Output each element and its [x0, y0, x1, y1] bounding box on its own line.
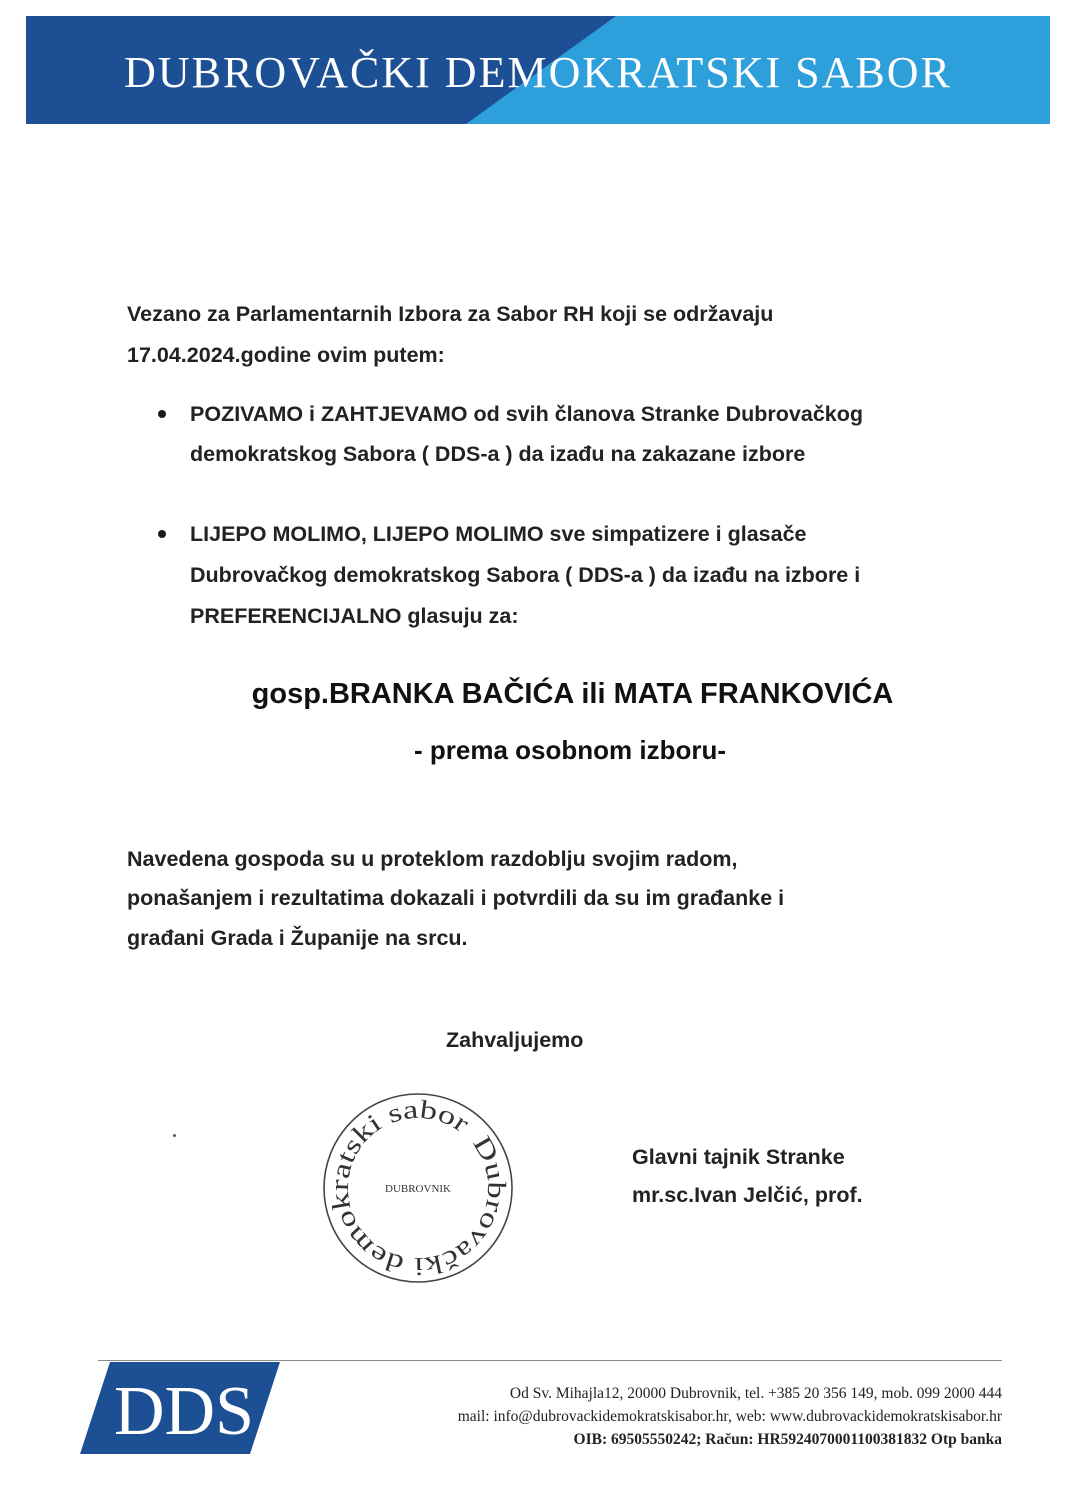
candidate-note: - prema osobnom izboru-: [414, 735, 726, 765]
closing-line-2: ponašanjem i rezultatima dokazali i potvrdili da su im građanke i: [127, 886, 785, 910]
thanks-text: Zahvaljujemo: [446, 1028, 584, 1052]
footer-divider: [98, 1360, 1002, 1361]
footer-mail-web: mail: info@dubrovackidemokratskisabor.hr, web: www.dubrovackidemokratskisabor.hr: [457, 1408, 1002, 1425]
signature-name: mr.sc.Ivan Jelčić, prof.: [632, 1183, 863, 1207]
intro-line-1: Vezano za Parlamentarnih Izbora za Sabor RH koji se održavaju: [127, 302, 774, 326]
dds-logo: [80, 1362, 280, 1454]
footer-address: Od Sv. Mihajla12, 20000 Dubrovnik, tel. +385 20 356 149, mob. 099 2000 444: [509, 1385, 1002, 1402]
bullet-icon: [158, 410, 166, 418]
bullet-2-line-3: PREFERENCIJALNO glasuju za:: [190, 604, 519, 628]
party-name-title: DUBROVAČKI DEMOKRATSKI SABOR: [124, 47, 952, 97]
bullet-2-line-2: Dubrovačkog demokratskog Sabora ( DDS-a ) da izađu na izbore i: [190, 563, 861, 587]
footer-contact: [458, 1382, 1002, 1451]
party-stamp: [318, 1088, 518, 1288]
signature-title: Glavni tajnik Stranke: [632, 1145, 845, 1169]
footer-bank-info: OIB: 69505550242; Račun: HR5924070001100381832 Otp banka: [573, 1431, 1002, 1448]
closing-line-1: Navedena gospoda su u proteklom razdoblju svojim radom,: [127, 847, 738, 871]
scan-speck: [173, 1134, 176, 1137]
closing-line-3: građani Grada i Županije na srcu.: [127, 926, 468, 950]
bullet-2-line-1: LIJEPO MOLIMO, LIJEPO MOLIMO sve simpatizere i glasače: [190, 522, 807, 546]
intro-line-2: 17.04.2024.godine ovim putem:: [127, 343, 445, 367]
candidate-names: gosp.BRANKA BAČIĆA ili MATA FRANKOVIĆA: [251, 678, 894, 710]
stamp-center-text: DUBROVNIK: [385, 1183, 451, 1195]
stamp-ring-text: Dubrovački demokratski sabor: [324, 1094, 512, 1282]
bullet-icon: [158, 530, 166, 538]
bullet-1-line-1: POZIVAMO i ZAHTJEVAMO od svih članova Stranke Dubrovačkog: [190, 402, 863, 426]
bullet-1-line-2: demokratskog Sabora ( DDS-a ) da izađu na zakazane izbore: [190, 442, 806, 466]
signature-block: [632, 1138, 863, 1214]
header-banner: [26, 16, 1050, 124]
dds-logo-text: DDS: [113, 1373, 255, 1450]
